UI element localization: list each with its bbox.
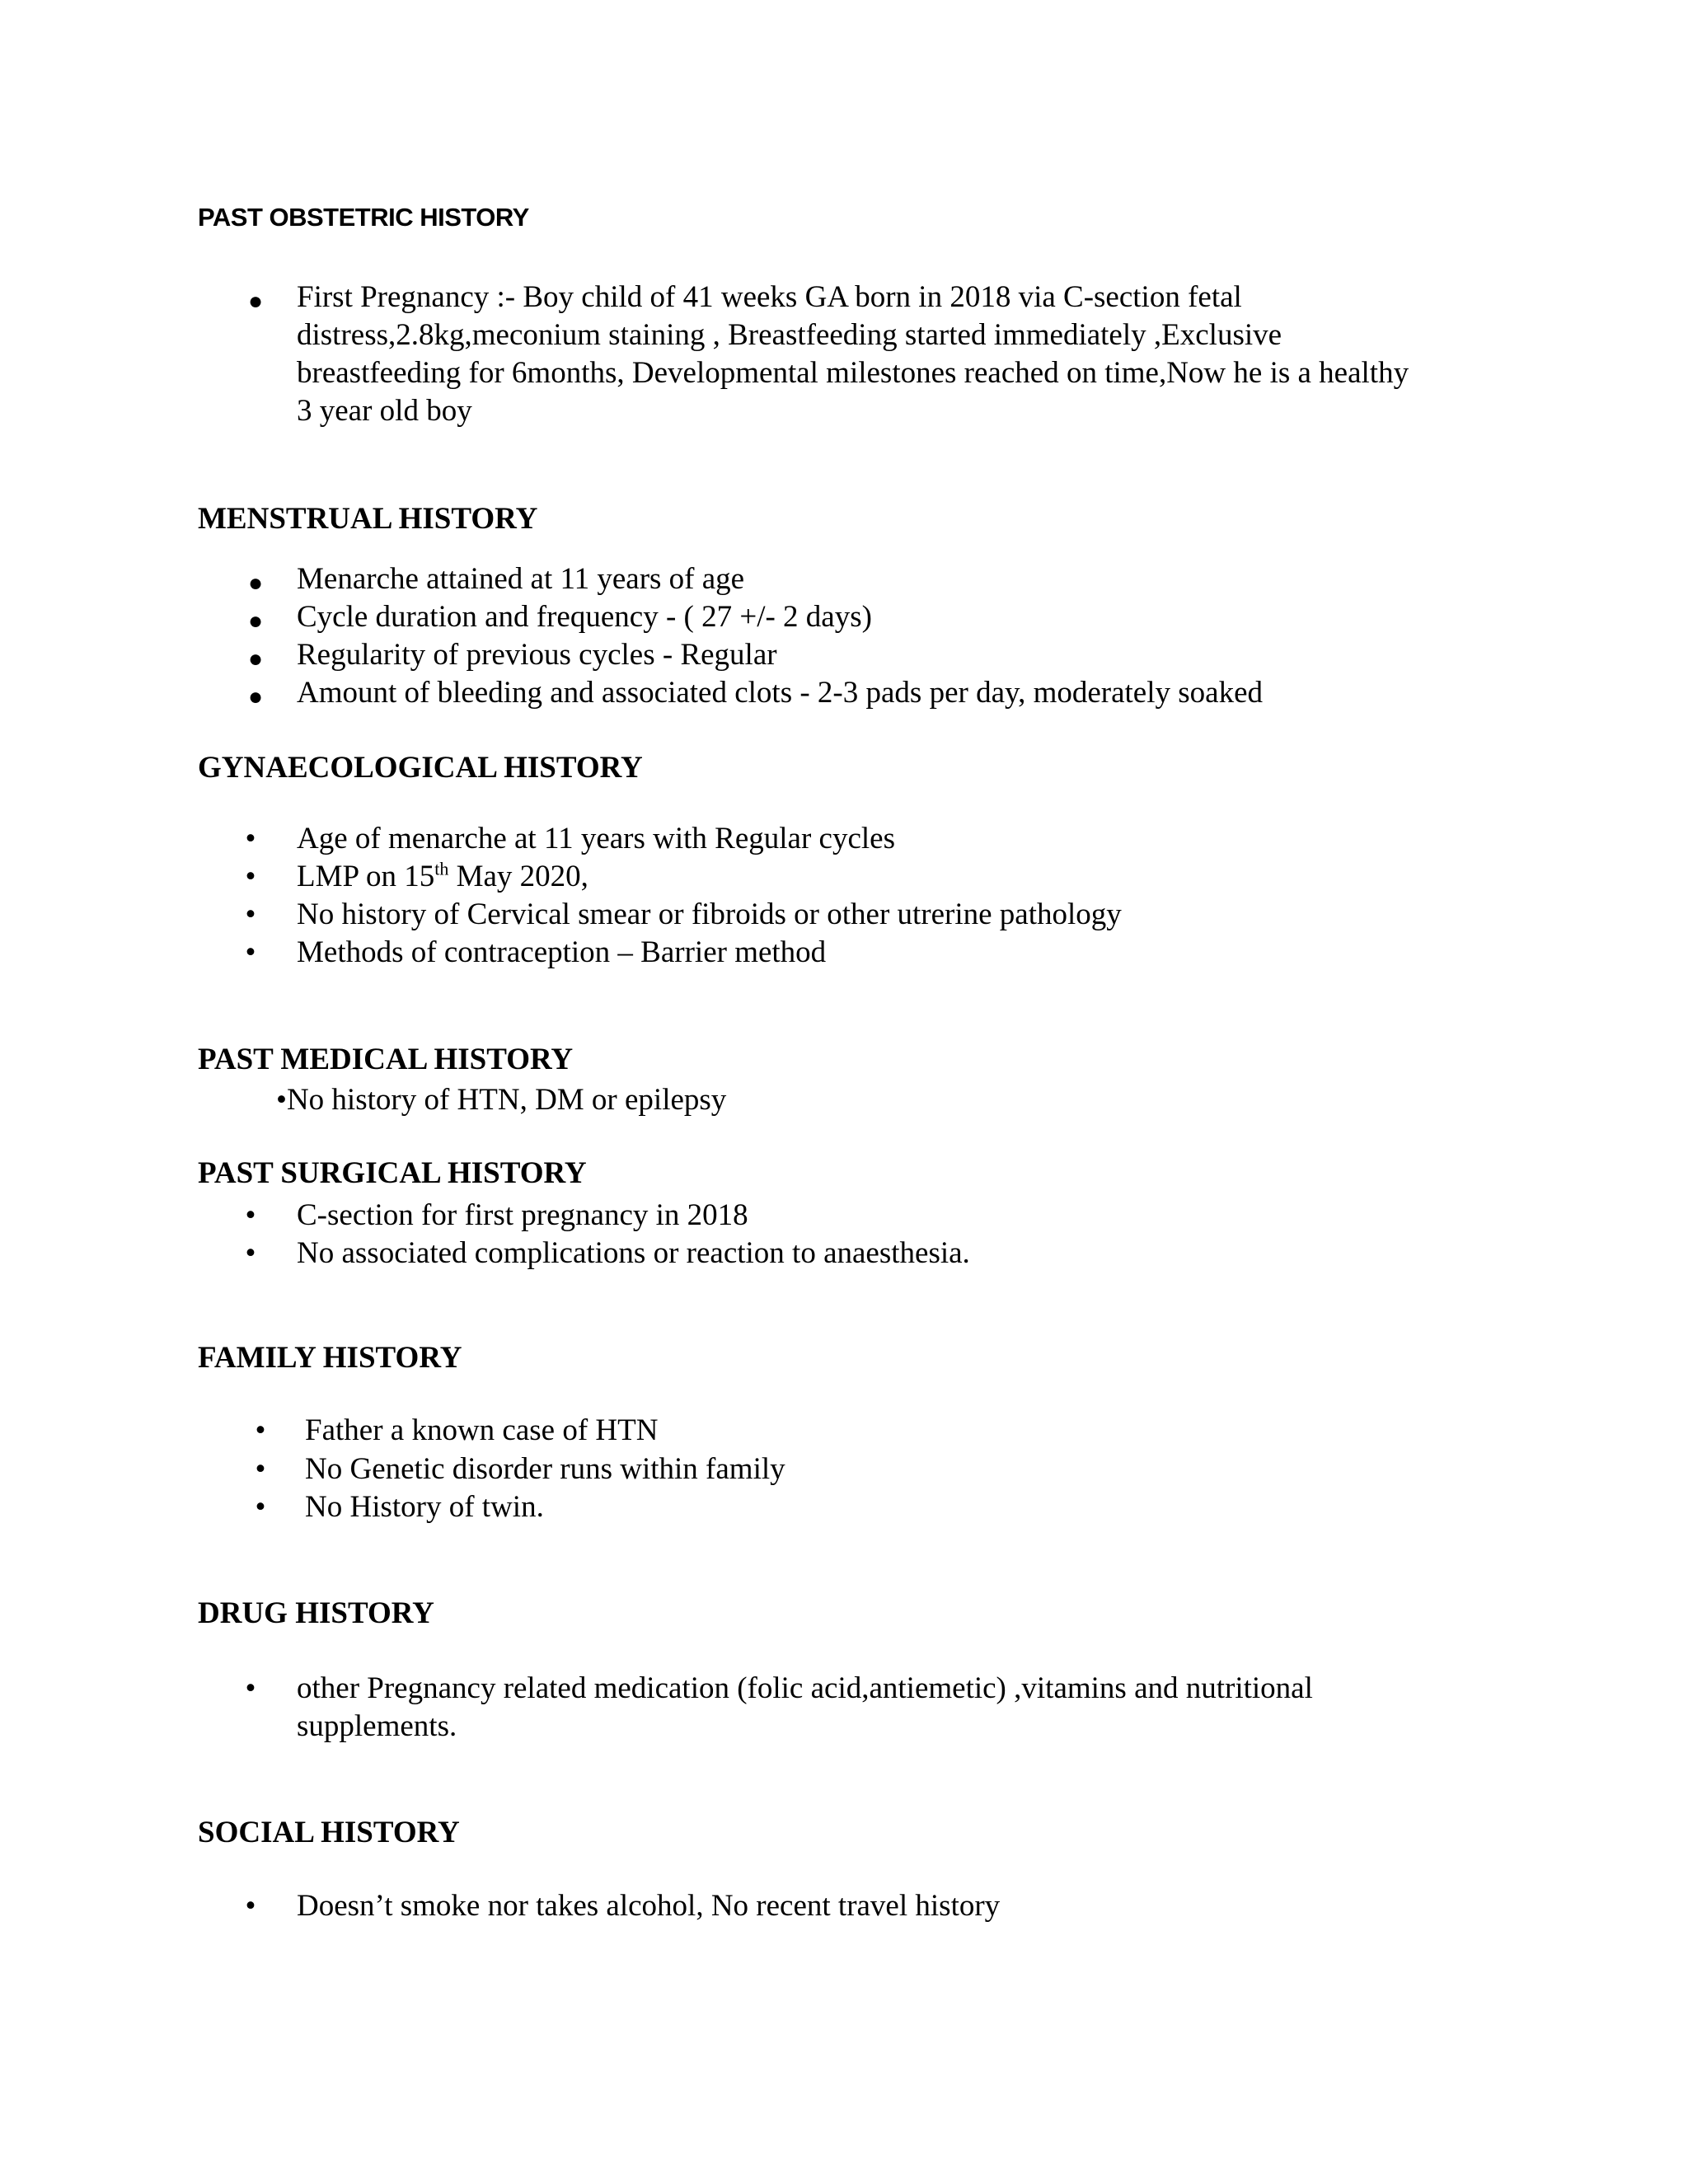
social-heading: SOCIAL HISTORY <box>198 1816 460 1849</box>
bullet-icon: • <box>255 1452 266 1486</box>
gynaecological-item-4: Methods of contraception – Barrier method <box>297 935 827 969</box>
bullet-icon: • <box>245 822 256 855</box>
drug-heading: DRUG HISTORY <box>198 1596 434 1630</box>
surgical-item-1: C-section for first pregnancy in 2018 <box>297 1198 748 1232</box>
bullet-icon: • <box>255 1413 266 1447</box>
bullet-icon: ● <box>247 288 264 315</box>
family-item-1: Father a known case of HTN <box>305 1413 659 1447</box>
medical-item-1: •No history of HTN, DM or epilepsy <box>276 1083 727 1117</box>
surgical-item-2: No associated complications or reaction to anaesthesia. <box>297 1236 970 1270</box>
medical-heading: PAST MEDICAL HISTORY <box>198 1043 574 1076</box>
bullet-icon: ● <box>247 607 264 635</box>
obstetric-heading: PAST OBSTETRIC HISTORY <box>198 203 529 232</box>
menstrual-item-2: Cycle duration and frequency - ( 27 +/- 2 days) <box>297 600 872 634</box>
bullet-icon: • <box>245 860 256 893</box>
social-item-1: Doesn’t smoke nor takes alcohol, No recent travel history <box>297 1889 1001 1923</box>
bullet-icon: • <box>245 1671 256 1705</box>
obstetric-item-1: First Pregnancy :- Boy child of 41 weeks GA born in 2018 via C-section fetal distress,2.8kg,meconium staining , Breastfeeding started immediately ,Exclusive breastfeeding for 6months, Developmental milestones reached on time,Now he is a healthy 3 year old boy <box>297 280 1409 428</box>
ordinal-suffix: th <box>434 858 449 879</box>
family-item-3: No History of twin. <box>305 1490 544 1524</box>
menstrual-item-3: Regularity of previous cycles - Regular <box>297 638 777 672</box>
bullet-icon: • <box>255 1490 266 1524</box>
bullet-icon: • <box>245 935 256 969</box>
gynaecological-item-1: Age of menarche at 11 years with Regular cycles <box>297 822 895 855</box>
bullet-icon: • <box>245 1889 256 1923</box>
family-heading: FAMILY HISTORY <box>198 1341 462 1375</box>
bullet-icon: • <box>245 1198 256 1232</box>
gynaecological-heading: GYNAECOLOGICAL HISTORY <box>198 751 643 785</box>
family-item-2: No Genetic disorder runs within family <box>305 1452 785 1486</box>
bullet-icon: ● <box>247 569 264 597</box>
menstrual-heading: MENSTRUAL HISTORY <box>198 502 538 536</box>
bullet-icon: ● <box>247 683 264 710</box>
bullet-icon: • <box>245 1236 256 1270</box>
menstrual-item-4: Amount of bleeding and associated clots - 2-3 pads per day, moderately soaked <box>297 676 1264 710</box>
drug-item-1: other Pregnancy related medication (folic acid,antiemetic) ,vitamins and nutritional supplements. <box>297 1671 1313 1743</box>
lmp-date: May 2020, <box>448 860 588 893</box>
bullet-icon: • <box>245 898 256 931</box>
surgical-heading: PAST SURGICAL HISTORY <box>198 1156 587 1190</box>
gynaecological-item-3: No history of Cervical smear or fibroids or other utrerine pathology <box>297 898 1122 931</box>
lmp-text: LMP on 15 <box>297 860 435 893</box>
bullet-icon: ● <box>247 645 264 673</box>
gynaecological-item-2 <box>297 858 588 896</box>
menstrual-item-1: Menarche attained at 11 years of age <box>297 562 745 596</box>
